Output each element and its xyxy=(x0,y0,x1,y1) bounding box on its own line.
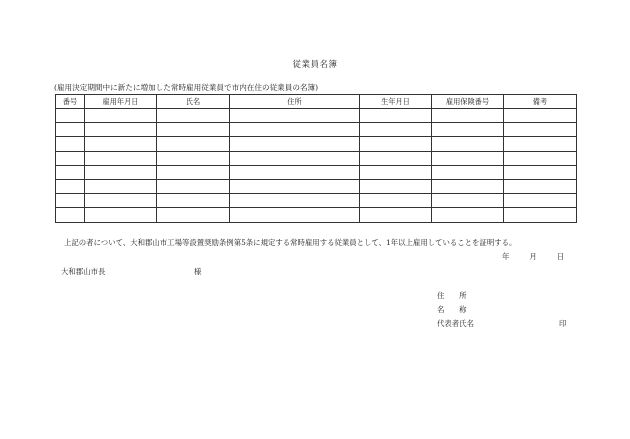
table-row xyxy=(56,194,577,208)
date-day: 日 xyxy=(556,252,565,261)
table-cell xyxy=(85,179,157,193)
table-cell xyxy=(504,137,577,151)
header-number: 番号 xyxy=(56,95,85,109)
header-remarks: 備考 xyxy=(504,95,577,109)
signature-representative-label: 代表者氏名 xyxy=(437,319,474,328)
table-cell xyxy=(157,137,230,151)
date-year: 年 xyxy=(502,252,510,261)
table-cell xyxy=(432,208,504,222)
table-cell xyxy=(360,208,432,222)
table-row xyxy=(56,179,577,193)
table-cell xyxy=(230,151,360,165)
certification-statement: 上記の者について、大和郡山市工場等設置奨励条例第5条に規定する常時雇用する従業員として、1年以上雇用していることを証明する。 xyxy=(64,238,517,247)
addressee-honorific: 様 xyxy=(194,267,202,276)
table-cell xyxy=(504,151,577,165)
table-cell xyxy=(360,137,432,151)
table-cell xyxy=(85,109,157,123)
table-cell xyxy=(230,208,360,222)
table-cell xyxy=(432,123,504,137)
header-name: 氏名 xyxy=(157,95,230,109)
table-header-row xyxy=(56,95,577,109)
table-cell xyxy=(85,208,157,222)
table-row xyxy=(56,208,577,222)
table-cell xyxy=(432,151,504,165)
table-row xyxy=(56,123,577,137)
employee-roster-table xyxy=(55,94,577,223)
table-cell xyxy=(85,123,157,137)
header-birth-date: 生年月日 xyxy=(360,95,432,109)
table-cell xyxy=(157,123,230,137)
table-cell xyxy=(56,151,85,165)
table-body xyxy=(56,109,577,223)
table-cell xyxy=(360,123,432,137)
table-cell xyxy=(56,165,85,179)
table-cell xyxy=(360,109,432,123)
document-title: 従業員名簿 xyxy=(292,60,338,70)
document-subtitle: (雇用決定期間中に新たに増加した常時雇用従業員で市内在住の従業員の名簿) xyxy=(54,83,319,92)
table-cell xyxy=(230,179,360,193)
table-cell xyxy=(56,179,85,193)
table-cell xyxy=(157,109,230,123)
header-address: 住所 xyxy=(230,95,360,109)
table-cell xyxy=(432,194,504,208)
table-row xyxy=(56,151,577,165)
table-cell xyxy=(432,179,504,193)
table-cell xyxy=(157,208,230,222)
seal-mark: 印 xyxy=(559,319,567,328)
header-insurance-number: 雇用保険番号 xyxy=(432,95,504,109)
table-cell xyxy=(504,109,577,123)
table-cell xyxy=(504,208,577,222)
table-cell xyxy=(157,179,230,193)
table-cell xyxy=(230,109,360,123)
table-cell xyxy=(157,194,230,208)
table-cell xyxy=(360,165,432,179)
table-cell xyxy=(56,109,85,123)
signature-address-label: 住 所 xyxy=(437,291,467,300)
table-cell xyxy=(85,151,157,165)
table-cell xyxy=(56,123,85,137)
table-row xyxy=(56,109,577,123)
table-cell xyxy=(56,194,85,208)
table-cell xyxy=(360,179,432,193)
table-cell xyxy=(85,165,157,179)
table-cell xyxy=(157,165,230,179)
header-hire-date: 雇用年月日 xyxy=(85,95,157,109)
table-cell xyxy=(230,123,360,137)
table-cell xyxy=(504,179,577,193)
addressee-name: 大和郡山市長 xyxy=(61,267,106,276)
table-cell xyxy=(56,208,85,222)
table-cell xyxy=(504,123,577,137)
table-cell xyxy=(432,109,504,123)
table-cell xyxy=(230,194,360,208)
table-cell xyxy=(504,194,577,208)
table-cell xyxy=(360,194,432,208)
table-cell xyxy=(157,151,230,165)
table-row xyxy=(56,165,577,179)
date-month: 月 xyxy=(529,252,537,261)
table-cell xyxy=(85,194,157,208)
table-cell xyxy=(432,137,504,151)
date-line xyxy=(502,251,564,262)
table-cell xyxy=(85,137,157,151)
table-cell xyxy=(432,165,504,179)
table-cell xyxy=(56,137,85,151)
table-cell xyxy=(504,165,577,179)
table-cell xyxy=(230,137,360,151)
table-row xyxy=(56,137,577,151)
table-cell xyxy=(360,151,432,165)
table-cell xyxy=(230,165,360,179)
signature-name-label: 名 称 xyxy=(437,305,467,314)
